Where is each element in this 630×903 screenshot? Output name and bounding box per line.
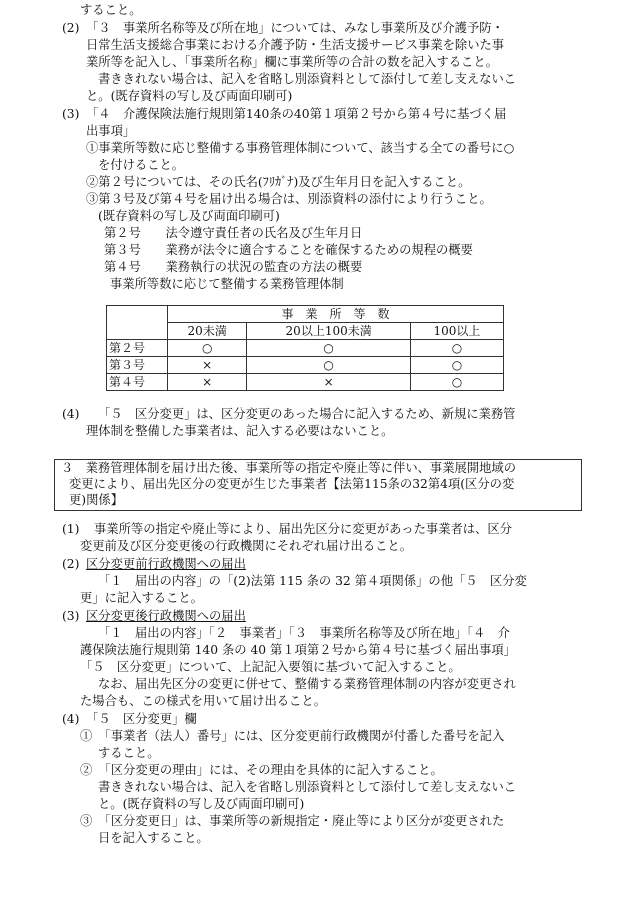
- table-cell: ×: [168, 357, 247, 374]
- table-cell: ○: [247, 357, 411, 374]
- text-line: すること。: [80, 3, 142, 17]
- text-line: 事業所等の指定や廃止等により、届出先区分に変更があった事業者は、区分: [94, 522, 512, 536]
- table-row-header: 第２号: [107, 340, 168, 357]
- text-line: 「４ 介護保険法施行規則第140条の40第１項第２号から第４号に基づく届: [86, 107, 507, 121]
- text-line: 更」に記入すること。: [80, 591, 203, 605]
- table-row-header: 第４号: [107, 374, 168, 391]
- item-number: (4): [62, 712, 80, 726]
- text-line: (既存資料の写し及び両面印刷可): [98, 209, 280, 223]
- text-line: 書ききれない場合は、記入を省略し別添資料として添付して差し支えないこ: [98, 780, 517, 794]
- table-cell: ○: [247, 340, 411, 357]
- item-number: (2): [62, 557, 80, 571]
- text-line: 「５ 区分変更」は、区分変更のあった場合に記入するため、新規に業務管: [98, 407, 516, 421]
- text-line: ① 「事業者（法人）番号」には、区分変更前行政機関が付番した番号を記入: [80, 729, 505, 743]
- text-line: た場合も、この様式を用いて届け出ること。: [80, 694, 326, 708]
- text-line: 日を記入すること。: [98, 831, 209, 845]
- text-line: ② 「区分変更の理由」には、その理由を具体的に記入すること。: [80, 763, 443, 777]
- text-line: ②第２号については、その氏名(ﾌﾘｶﾞﾅ)及び生年月日を記入すること。: [86, 175, 471, 189]
- item-number: (3): [62, 609, 80, 623]
- table-row: [107, 340, 504, 357]
- table-cell: ×: [247, 374, 411, 391]
- table-cell: ×: [168, 374, 247, 391]
- table-column-header: 100以上: [410, 323, 503, 340]
- table-cell: ○: [410, 357, 503, 374]
- subsection-title: 「５ 区分変更」欄: [86, 712, 197, 726]
- table-cell: ○: [410, 340, 503, 357]
- text-line: 「３ 事業所名称等及び所在地」については、みなし事業所及び介護予防・: [86, 21, 504, 35]
- table-row-header: 第３号: [107, 357, 168, 374]
- item-number: (2): [62, 21, 80, 35]
- text-line: ３ 業務管理体制を届け出た後、事業所等の指定や廃止等に伴い、事業展開地域の: [61, 461, 516, 475]
- subsection-title: 区分変更前行政機関への届出: [86, 557, 246, 571]
- text-line: 護保険法施行規則第 140 条の 40 第１項第２号から第４号に基づく届出事項」: [80, 643, 516, 657]
- text-line: すること。: [98, 746, 160, 760]
- table-caption: 事業所等数に応じて整備する業務管理体制: [110, 277, 344, 291]
- table-column-header: 20未満: [168, 323, 247, 340]
- text-line: ①事業所等数に応じ整備する事務管理体制について、該当する全ての番号に○: [86, 141, 515, 155]
- table-corner: [107, 306, 168, 340]
- text-line: 変更前及び区分変更後の行政機関にそれぞれ届け出ること。: [80, 539, 413, 553]
- text-line: 「１ 届出の内容」「２ 事業者」「３ 事業所名称等及び所在地」「４ 介: [98, 626, 510, 640]
- table-row: [107, 306, 504, 323]
- table-cell: ○: [168, 340, 247, 357]
- text-line: 第２号 法令遵守責任者の氏名及び生年月日: [104, 226, 363, 240]
- table-group-header: 事 業 所 等 数: [168, 306, 504, 323]
- text-line: と。(既存資料の写し及び両面印刷可): [98, 797, 305, 811]
- table-row: [107, 357, 504, 374]
- item-number: (4): [62, 407, 80, 421]
- text-line: と。(既存資料の写し及び両面印刷可): [86, 89, 293, 103]
- text-line: 出事項」: [86, 124, 136, 138]
- table-cell: ○: [410, 374, 503, 391]
- text-line: 第３号 業務が法令に適合することを確保するための規程の概要: [104, 243, 473, 257]
- management-table: [106, 305, 504, 391]
- text-line: 第４号 業務執行の状況の監査の方法の概要: [104, 260, 363, 274]
- text-line: なお、届出先区分の変更に併せて、整備する業務管理体制の内容が変更され: [98, 677, 516, 691]
- table-row: [107, 374, 504, 391]
- item-number: (1): [62, 522, 80, 536]
- text-line: 業所等を記入し、「事業所名称」欄に事業所等の合計の数を記入すること。: [86, 55, 498, 69]
- table-column-header: 20以上100未満: [247, 323, 411, 340]
- section-3-heading-box: [54, 459, 582, 511]
- text-line: 「１ 届出の内容」の「(2)法第 115 条の 32 第４項関係」の他「５ 区分変: [98, 574, 527, 588]
- text-line: 変更により、届出先区分の変更が生じた事業者【法第115条の32第4項(区分の変: [69, 477, 515, 491]
- text-line: 理体制を整備した事業者は、記入する必要はないこと。: [86, 424, 394, 438]
- item-number: (3): [62, 107, 80, 121]
- text-line: 更)関係】: [69, 493, 123, 507]
- text-line: を付けること。: [98, 158, 185, 172]
- text-line: ③ 「区分変更日」は、事業所等の新規指定・廃止等により区分が変更された: [80, 814, 505, 828]
- text-line: 日常生活支援総合事業における介護予防・生活支援サービス事業を除いた事: [86, 38, 505, 52]
- text-line: 「５ 区分変更」について、上記記入要領に基づいて記入すること。: [80, 660, 461, 674]
- subsection-title: 区分変更後行政機関への届出: [86, 609, 246, 623]
- text-line: 書ききれない場合は、記入を省略し別添資料として添付して差し支えないこ: [98, 72, 517, 86]
- text-line: ③第３号及び第４号を届け出る場合は、別添資料の添付により行うこと。: [86, 192, 492, 206]
